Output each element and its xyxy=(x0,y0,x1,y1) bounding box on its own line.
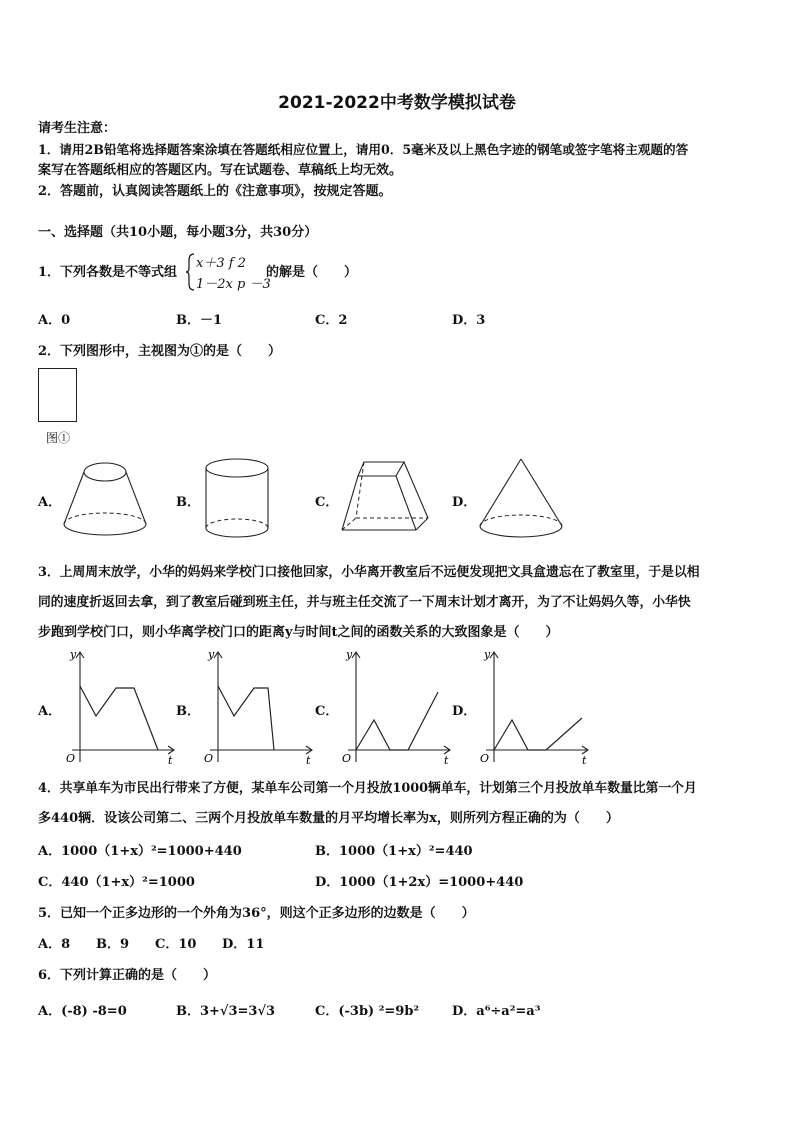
q5-option-a: A．8 xyxy=(38,937,71,952)
inequality-1: x＋3 f 2 xyxy=(196,256,246,271)
q2-option-a: A． xyxy=(38,495,62,510)
graph-b xyxy=(200,648,320,766)
q6-option-a: A．(-8) -8=0 xyxy=(38,1004,127,1019)
section-heading: 一、选择题（共10小题，每小题3分，共30分） xyxy=(38,225,318,240)
frustum-figure xyxy=(60,460,150,540)
q2-option-c: C． xyxy=(315,495,339,510)
t-axis-label: t xyxy=(306,754,311,766)
q1-option-d: D．3 xyxy=(452,313,486,328)
q6-stem: 6．下列计算正确的是（ ） xyxy=(38,968,217,983)
origin-label: O xyxy=(342,752,352,765)
y-axis-label: y xyxy=(208,648,215,661)
y-axis-label: y xyxy=(70,648,77,661)
q3-line-3: 步跑到学校门口，则小华离学校门口的距离y与时间t之间的函数关系的大致图象是（ ） xyxy=(38,625,559,640)
q5-option-c: C．10 xyxy=(155,937,197,952)
prism-frustum-figure xyxy=(338,458,430,540)
inequality-2: 1－2x p －3 xyxy=(196,277,271,292)
q3-option-c: C． xyxy=(315,704,339,719)
q2-option-d: D． xyxy=(452,495,477,510)
origin-label: O xyxy=(66,752,76,765)
q2-option-b: B． xyxy=(176,495,200,510)
q4-line-2: 多440辆．设该公司第二、三两个月投放单车数量的月平均增长率为x，则所列方程正确的为（ ） xyxy=(38,811,619,826)
inequality-system xyxy=(186,252,271,292)
origin-label: O xyxy=(204,752,214,765)
t-axis-label: t xyxy=(444,754,449,766)
q5-stem: 5．已知一个正多边形的一个外角为36°，则这个正多边形的边数是（ ） xyxy=(38,906,475,921)
cylinder-figure xyxy=(200,456,274,544)
q4-option-a: A．1000（1+x）²=1000+440 xyxy=(38,844,242,859)
y-axis-label: y xyxy=(484,648,491,661)
q3-line-2: 同的速度折返回去拿，到了教室后碰到班主任，并与班主任交流了一下周末计划才离开，为了不让妈妈久等，小华快 xyxy=(38,595,691,610)
origin-label: O xyxy=(480,752,490,765)
figure-1-label: 图① xyxy=(46,431,71,445)
q2-stem: 2．下列图形中，主视图为①的是（ ） xyxy=(38,344,282,359)
q1-stem-b: 的解是（ ） xyxy=(266,265,358,280)
notice-line-3: 2．答题前，认真阅读答题纸上的《注意事项》，按规定答题。 xyxy=(38,184,392,199)
q5-option-b: B．9 xyxy=(96,937,130,952)
q3-line-1: 3．上周周末放学，小华的妈妈来学校门口接他回家，小华离开教室后不远便发现把文具盒遗忘在了教室里，于是以相 xyxy=(38,565,700,580)
q6-option-d: D．a⁶÷a²=a³ xyxy=(452,1004,541,1019)
graph-a xyxy=(62,648,182,766)
q3-option-b: B． xyxy=(176,704,200,719)
t-axis-label: t xyxy=(168,754,173,766)
q6-option-b: B．3+√3=3√3 xyxy=(176,1004,276,1019)
q1-option-b: B．－1 xyxy=(176,313,223,328)
notice-line-1: 1．请用2B铅笔将选择题答案涂填在答题纸相应位置上，请用0．5毫米及以上黑色字迹的钢笔或签字笔将主观题的答 xyxy=(38,142,689,157)
q1-option-c: C．2 xyxy=(315,313,348,328)
q1-option-a: A．0 xyxy=(38,313,71,328)
t-axis-label: t xyxy=(582,754,587,766)
notice-line-2: 案写在答题纸相应的答题区内。写在试题卷、草稿纸上均无效。 xyxy=(38,163,403,178)
cone-figure xyxy=(476,456,566,542)
front-view-rectangle xyxy=(38,368,77,422)
graph-d xyxy=(476,648,596,766)
q4-option-d: D．1000（1+2x）=1000+440 xyxy=(315,875,524,890)
q4-line-1: 4．共享单车为市民出行带来了方便，某单车公司第一个月投放1000辆单车，计划第三个月投放单车数量比第一个月 xyxy=(38,781,697,796)
q4-option-c: C．440（1+x）²=1000 xyxy=(38,875,195,890)
q5-option-d: D．11 xyxy=(222,937,265,952)
q4-option-b: B．1000（1+x）²=440 xyxy=(315,844,473,859)
notice-heading: 请考生注意： xyxy=(38,121,117,136)
q6-option-c: C．(-3b) ²=9b² xyxy=(315,1004,420,1019)
page-title: 2021-2022中考数学模拟试卷 xyxy=(278,93,516,113)
q3-option-a: A． xyxy=(38,704,62,719)
q1-stem-a: 1．下列各数是不等式组 xyxy=(38,265,178,280)
graph-c xyxy=(338,648,458,766)
q3-option-d: D． xyxy=(452,704,477,719)
y-axis-label: y xyxy=(346,648,353,661)
